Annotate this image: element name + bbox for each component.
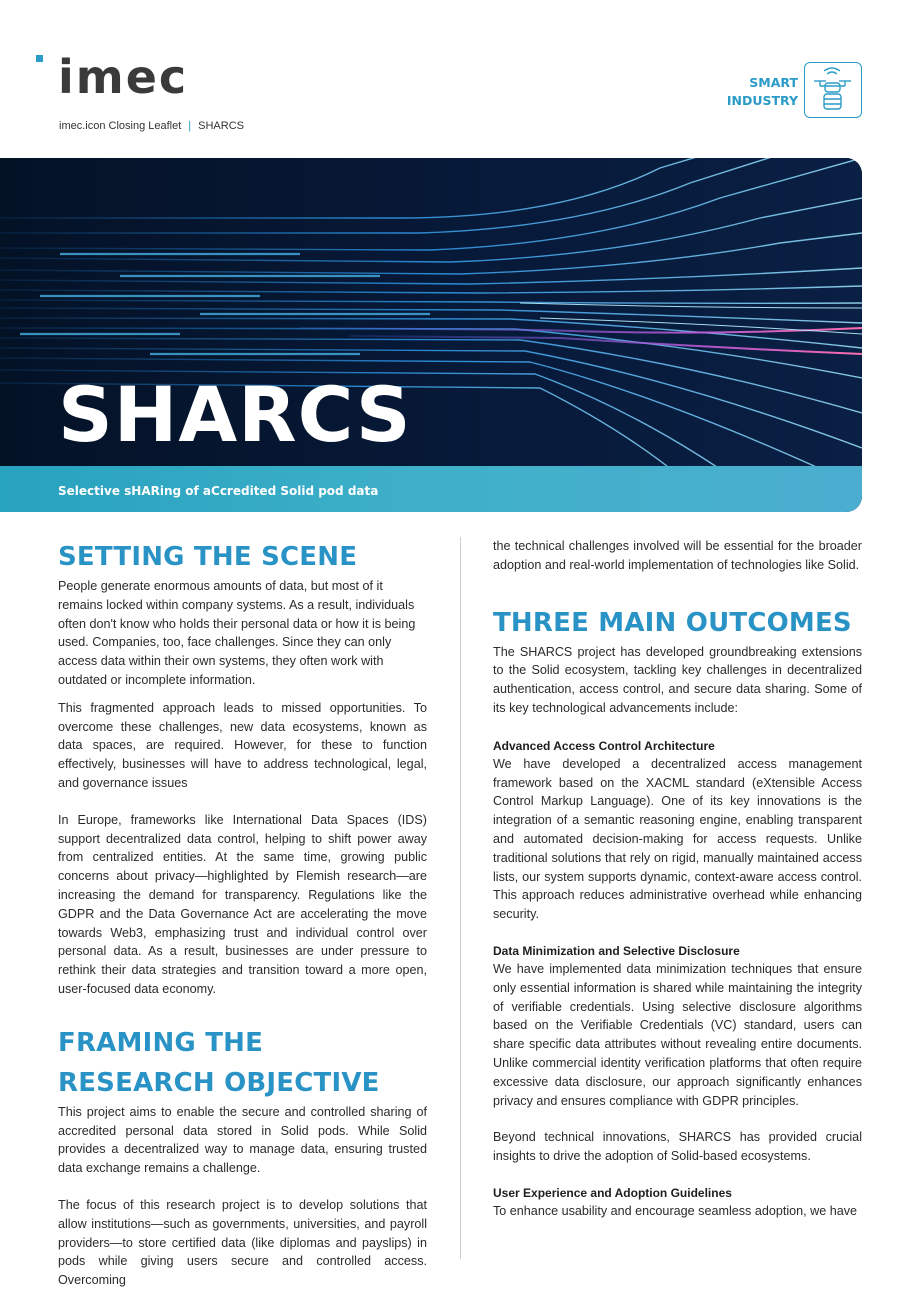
paragraph-outcomes-intro: The SHARCS project has developed groundbreaking extensions to the Solid ecosystem, tackling key challenges in decentralized authentication, access control, and secure data sharing. Some of its key technological advancements include: xyxy=(493,644,862,715)
heading-three-main-outcomes: THREE MAIN OUTCOMES xyxy=(493,607,852,638)
column-divider xyxy=(460,537,461,1259)
paragraph-data-minimization: We have implemented data minimization techniques that ensure only essential information is shared while maintaining the integrity of verifiable credentials. Using selective disclosure algorithms based on the Verifiable Credentials (VC) standard, users can share specific data attributes without revealing entire documents. Unlike commercial identity verification platforms that often require excessive data disclosure, our approach significantly enhances privacy and ensures compliance with GDPR principles. xyxy=(493,961,862,1108)
hero-banner xyxy=(0,158,862,512)
left-column xyxy=(58,537,427,1290)
paragraph-europe-frameworks: In Europe, frameworks like International Data Spaces (IDS) support decentralized data control, helping to shift power away from centralized entities. At the same time, growing public concerns about privacy—highlighted by Flemish research—are increasing the demand for transparency. Regulations like the GDPR and the Data Governance Act are accelerating the move towards Web3, emphasizing trust and individual control over personal data. As a result, businesses are under pressure to rethink their data strategies and transition toward a more open, user-focused data economy. xyxy=(58,812,427,996)
right-column xyxy=(493,537,862,1221)
badge-line-2: INDUSTRY xyxy=(726,93,798,108)
heading-framing-research-objective: FRAMING THE RESEARCH OBJECTIVE xyxy=(58,1027,380,1098)
paragraph-fragmented-approach: This fragmented approach leads to missed opportunities. To overcome these challenges, new data ecosystems, known as data spaces, are required. However, for these to function effectively, businesses will have to address technological, legal, and governance issues xyxy=(58,700,427,790)
drone-icon xyxy=(805,63,860,116)
document-label xyxy=(59,120,244,132)
paragraph-research-focus: The focus of this research project is to develop solutions that allow institutions—such as governments, universities, and payroll providers—to store certified data (like diplomas and payslips) in pods while giving users secure and controlled access. Overcoming xyxy=(58,1197,427,1288)
paragraph-continuation: the technical challenges involved will be essential for the broader adoption and real-world implementation of technologies like Solid. xyxy=(493,539,862,572)
paragraph-beyond-technical: Beyond technical innovations, SHARCS has provided crucial insights to drive the adoption of Solid-based ecosystems. xyxy=(493,1130,862,1164)
doc-project-name: SHARCS xyxy=(198,120,244,132)
smart-industry-badge xyxy=(804,62,862,118)
paragraph-project-aim: This project aims to enable the secure and controlled sharing of accredited personal data stored in Solid pods. While Solid provides a decentralized way to manage data, ensuring trusted data exchange remains a challenge. xyxy=(58,1104,427,1176)
imec-logo: imec xyxy=(58,50,189,104)
logo-dot xyxy=(36,55,43,62)
paragraph-access-control: We have developed a decentralized access management framework based on the XACML standard (eXtensible Access Control Markup Language). One of its key innovations is the integration of a semantic reasoning engine, enabling transparent and automated decision-making for access requests. Unlike traditional solutions that rely on rigid, manually maintained access lists, our system supports dynamic, context-aware access control. This approach reduces administrative overhead while enhancing security. xyxy=(493,756,862,922)
subheading-data-minimization: Data Minimization and Selective Disclosure xyxy=(493,943,740,958)
heading-setting-the-scene: SETTING THE SCENE xyxy=(58,542,358,572)
subheading-access-control: Advanced Access Control Architecture xyxy=(493,738,715,753)
paragraph-intro: People generate enormous amounts of data, but most of it remains locked within company systems. As a result, individuals often don't know who holds their personal data or how it is being used. Companies, too, face challenges. Since they can only access data within their own systems, they often work with outdated or incomplete information. xyxy=(58,579,416,687)
hero-title: SHARCS xyxy=(58,370,412,459)
doc-label-separator: | xyxy=(188,120,192,132)
smart-industry-badge-text xyxy=(718,74,798,110)
hero-subtitle: Selective sHARing of aCcredited Solid pod data xyxy=(58,484,379,498)
paragraph-user-experience: To enhance usability and encourage seamless adoption, we have xyxy=(493,1203,858,1218)
subheading-user-experience: User Experience and Adoption Guidelines xyxy=(493,1185,732,1200)
badge-line-1: SMART xyxy=(749,75,798,90)
doc-label-text: imec.icon Closing Leaflet xyxy=(59,120,182,132)
